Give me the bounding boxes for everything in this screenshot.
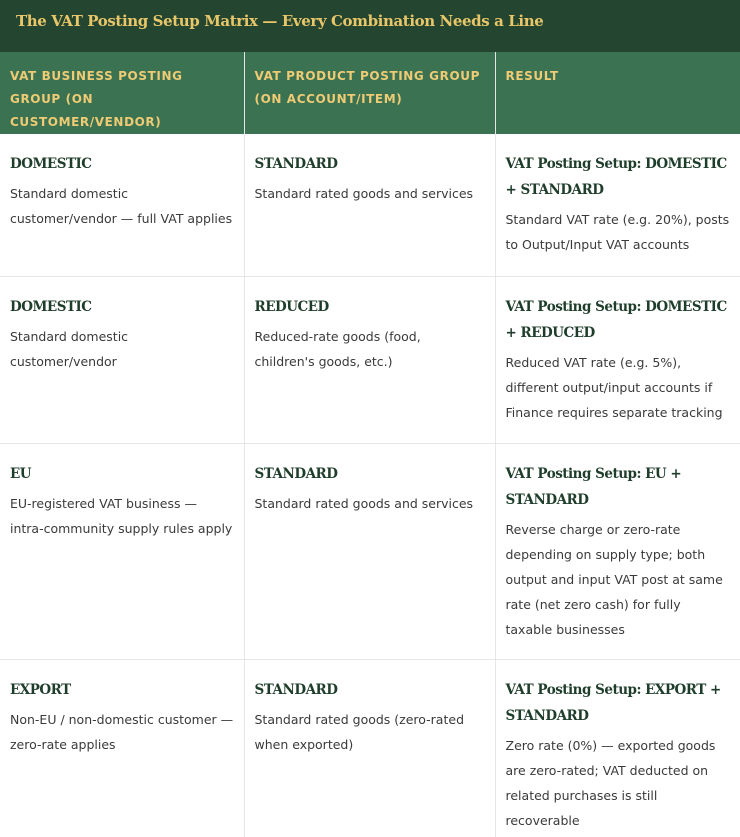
business-group-cell bbox=[0, 659, 244, 837]
business-group-code: EU bbox=[10, 465, 32, 482]
business-group-code: EXPORT bbox=[10, 681, 71, 698]
result-title: VAT Posting Setup: EU + STANDARD bbox=[505, 465, 682, 508]
table-row bbox=[0, 276, 740, 443]
business-group-cell bbox=[0, 276, 244, 443]
product-group-code: STANDARD bbox=[254, 156, 338, 172]
product-group-desc: Standard rated goods and services bbox=[254, 495, 474, 511]
header-result: RESULT bbox=[495, 52, 740, 134]
business-group-desc: Non-EU / non-domestic customer — zero-rate applies bbox=[10, 711, 234, 752]
product-group-desc: Standard rated goods and services bbox=[254, 186, 474, 201]
product-group-code: STANDARD bbox=[254, 465, 338, 482]
table-row bbox=[0, 659, 740, 837]
product-group-cell bbox=[244, 659, 495, 837]
vat-matrix-table bbox=[0, 52, 740, 837]
result-title: VAT Posting Setup: DOMESTIC + REDUCED bbox=[505, 298, 727, 341]
product-group-desc: Reduced-rate goods (food, children's goods, etc.) bbox=[254, 328, 421, 369]
product-group-cell bbox=[244, 443, 495, 659]
result-desc: Reduced VAT rate (e.g. 5%), different output/input accounts if Finance requires separate tracking bbox=[505, 354, 723, 420]
product-group-desc: Standard rated goods (zero-rated when exported) bbox=[254, 711, 464, 752]
result-title: VAT Posting Setup: EXPORT + STANDARD bbox=[505, 681, 721, 724]
result-desc: Zero rate (0%) — exported goods are zero-rated; VAT deducted on related purchases is still recoverable bbox=[505, 737, 716, 828]
business-group-desc: Standard domestic customer/vendor bbox=[10, 328, 129, 369]
result-desc: Reverse charge or zero-rate depending on supply type; both output and input VAT post at same rate (net zero cash) for fully taxable businesses bbox=[505, 521, 723, 637]
result-cell bbox=[495, 443, 740, 659]
business-group-code: DOMESTIC bbox=[10, 298, 92, 315]
business-group-cell bbox=[0, 134, 244, 276]
result-desc: Standard VAT rate (e.g. 20%), posts to Output/Input VAT accounts bbox=[505, 212, 730, 252]
header-product-group: VAT PRODUCT POSTING GROUP (ON ACCOUNT/ITEM) bbox=[244, 52, 495, 134]
table-row bbox=[0, 134, 740, 276]
result-cell bbox=[495, 276, 740, 443]
business-group-code: DOMESTIC bbox=[10, 156, 92, 172]
product-group-cell bbox=[244, 276, 495, 443]
business-group-desc: Standard domestic customer/vendor — full VAT applies bbox=[10, 186, 233, 226]
result-cell bbox=[495, 134, 740, 276]
title-bar bbox=[0, 0, 740, 52]
product-group-code: STANDARD bbox=[254, 681, 338, 698]
page-title: The VAT Posting Setup Matrix — Every Combination Needs a Line bbox=[16, 12, 544, 30]
product-group-cell bbox=[244, 134, 495, 276]
result-title: VAT Posting Setup: DOMESTIC + STANDARD bbox=[505, 156, 727, 198]
business-group-desc: EU-registered VAT business — intra-community supply rules apply bbox=[10, 495, 233, 536]
business-group-cell bbox=[0, 443, 244, 659]
header-business-group: VAT BUSINESS POSTING GROUP (ON CUSTOMER/VENDOR) bbox=[0, 52, 244, 134]
product-group-code: REDUCED bbox=[254, 298, 329, 315]
header-row bbox=[0, 52, 740, 134]
table-row bbox=[0, 443, 740, 659]
result-cell bbox=[495, 659, 740, 837]
